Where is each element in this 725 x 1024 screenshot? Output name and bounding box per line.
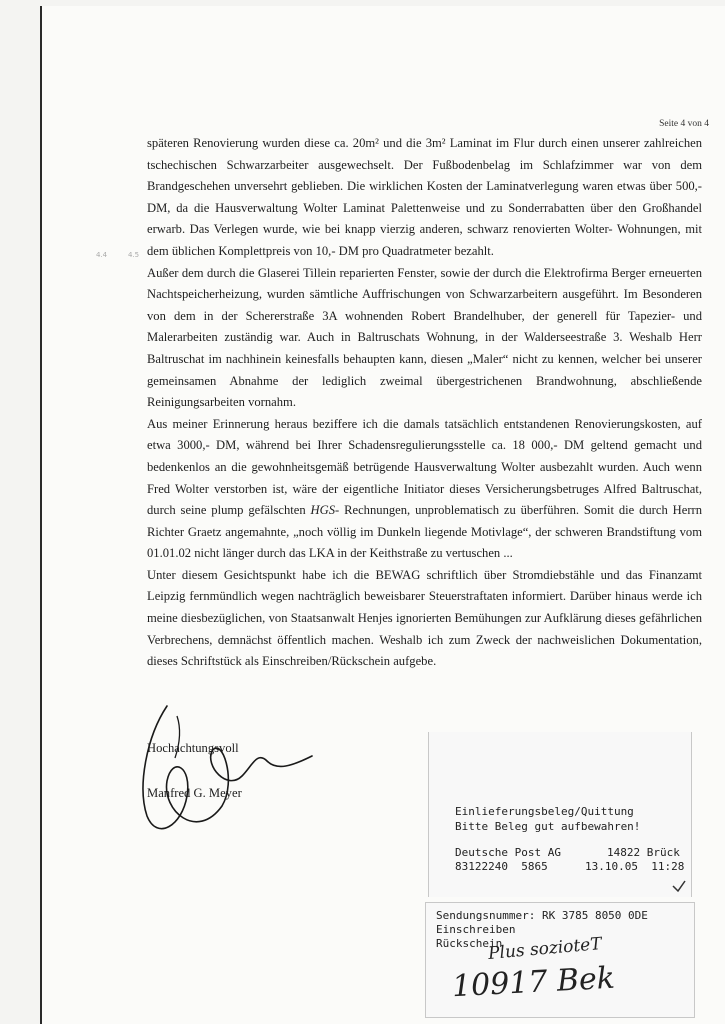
body-paragraph: Unter diesem Gesichtspunkt habe ich die BEWAG schriftlich über Stromdiebstähle und das Finanzamt Leipzig fernmündlich wegen nachträglich beweisbarer Steuerstraftaten informiert. Darüber hinaus werde ich meine diesbezüglichen, von Staatsanwalt Henjes ignorierten Bemühungen zur Aufklärung dieses gefährlichen Verbrechens, demnächst öffentlich machen. Weshalb ich zum Zweck der nachweislichen Dokumentation, dieses Schriftstück als Einschreiben/Rückschein aufgebe. <box>147 567 702 669</box>
receipt-subtitle: Bitte Beleg gut aufbewahren! <box>455 820 641 833</box>
body-paragraph: Aus meiner Erinnerung heraus beziffere ich die damals tatsächlich entstandenen Renovierungskosten, auf etwa 3000,- DM, während bei Ihrer Schadensregulierungsstelle ca. 18 000,- DM geltend gemacht und bedenkenlos an die gewohnheitsgemäß betrügende Hausverwaltung Wolter ausbezahlt wurden. Auch wenn Fred Wolter verstorben ist, wäre der eigentliche Initiator dieses Versicherungsbetruges Alfred Baltruschat, durch seine plump gefälschten HGS- Rechnungen, unproblematisch zu überführen. Somit die durch Herrn Richter Graetz angemahnte, „noch völlig im Dunkeln liegende Motivlage“, der schweren Brandstiftung vom 01.01.02 nicht länger durch das LKA in der Keithstraße zu vertuschen ... <box>147 416 702 561</box>
receipt-code: 83122240 5865 <box>455 860 548 873</box>
margin-mark: 4.4 <box>96 251 108 259</box>
body-paragraph: späteren Renovierung wurden diese ca. 20m² und die 3m² Laminat im Flur durch einen unserer zahlreichen tschechischen Schwarzarbeiter ausgewechselt. Der Fußbodenbelag im Schlafzimmer war von dem Brandgeschehen unversehrt geblieben. Die wirklichen Kosten der Laminatverlegung waren etwas über 500,- DM, da die Hausverwaltung Wolter Laminat Palettenweise und zu Sonderrabatten über den Großhandel erwarb. Das Verlegen wurde, wie bei knapp vierzig anderen, schwarz renovierten Wolter- Wohnungen, mit dem üblichen Komplettpreis von 10,- DM pro Quadratmeter bezahlt. <box>147 136 702 258</box>
letter-body <box>147 133 702 673</box>
italic-text: HGS <box>310 503 336 518</box>
signer-name: Manfred G. Meyer <box>147 786 242 800</box>
check-mark-icon <box>671 878 687 894</box>
tracking-number: Sendungsnummer: RK 3785 8050 0DE <box>436 909 648 922</box>
receipt-title: Einlieferungsbeleg/Quittung <box>455 805 634 818</box>
handwritten-signature <box>127 696 327 851</box>
postal-receipt <box>428 732 692 897</box>
registered-mail-slip <box>425 902 695 1018</box>
margin-mark: 4.5 <box>128 251 140 259</box>
handwritten-note: 10917 Bek <box>451 960 616 1005</box>
mail-type: Einschreiben <box>436 923 516 936</box>
mail-option: Rückschein <box>436 937 503 950</box>
receipt-sender: Deutsche Post AG <box>455 846 561 859</box>
receipt-datetime: 13.10.05 11:28 <box>585 860 685 873</box>
page-number: Seite 4 von 4 <box>659 119 709 129</box>
receipt-location: 14822 Brück <box>607 846 680 859</box>
body-paragraph: Außer dem durch die Glaserei Tillein reparierten Fenster, sowie der durch die Elektrofirma Berger erneuerten Nachtspeicherheizung, wurden sämtliche Auffrischungen von Schwarzarbeitern ausgeführt. Im Besonderen von dem in der Schererstraße 3A wohnenden Robert Brandelhuber, der generell für Tapezier- und Malerarbeiten zuständig war. Auch in Baltruschats Wohnung, in der Walderseestraße 3. Weshalb Herr Baltruschat im nachhinein keinesfalls behaupten kann, diesen „Maler“ nicht zu kennen, welcher bei unserer gemeinsamen Abnahme der lediglich zweimal übergestrichenen Brandwohnung, abschließende Reinigungsarbeiten vornahm. <box>147 265 702 410</box>
closing-salutation: Hochachtungsvoll <box>147 741 239 755</box>
document-page <box>40 6 725 1024</box>
handwritten-note: Plus sozioteT <box>487 934 603 964</box>
